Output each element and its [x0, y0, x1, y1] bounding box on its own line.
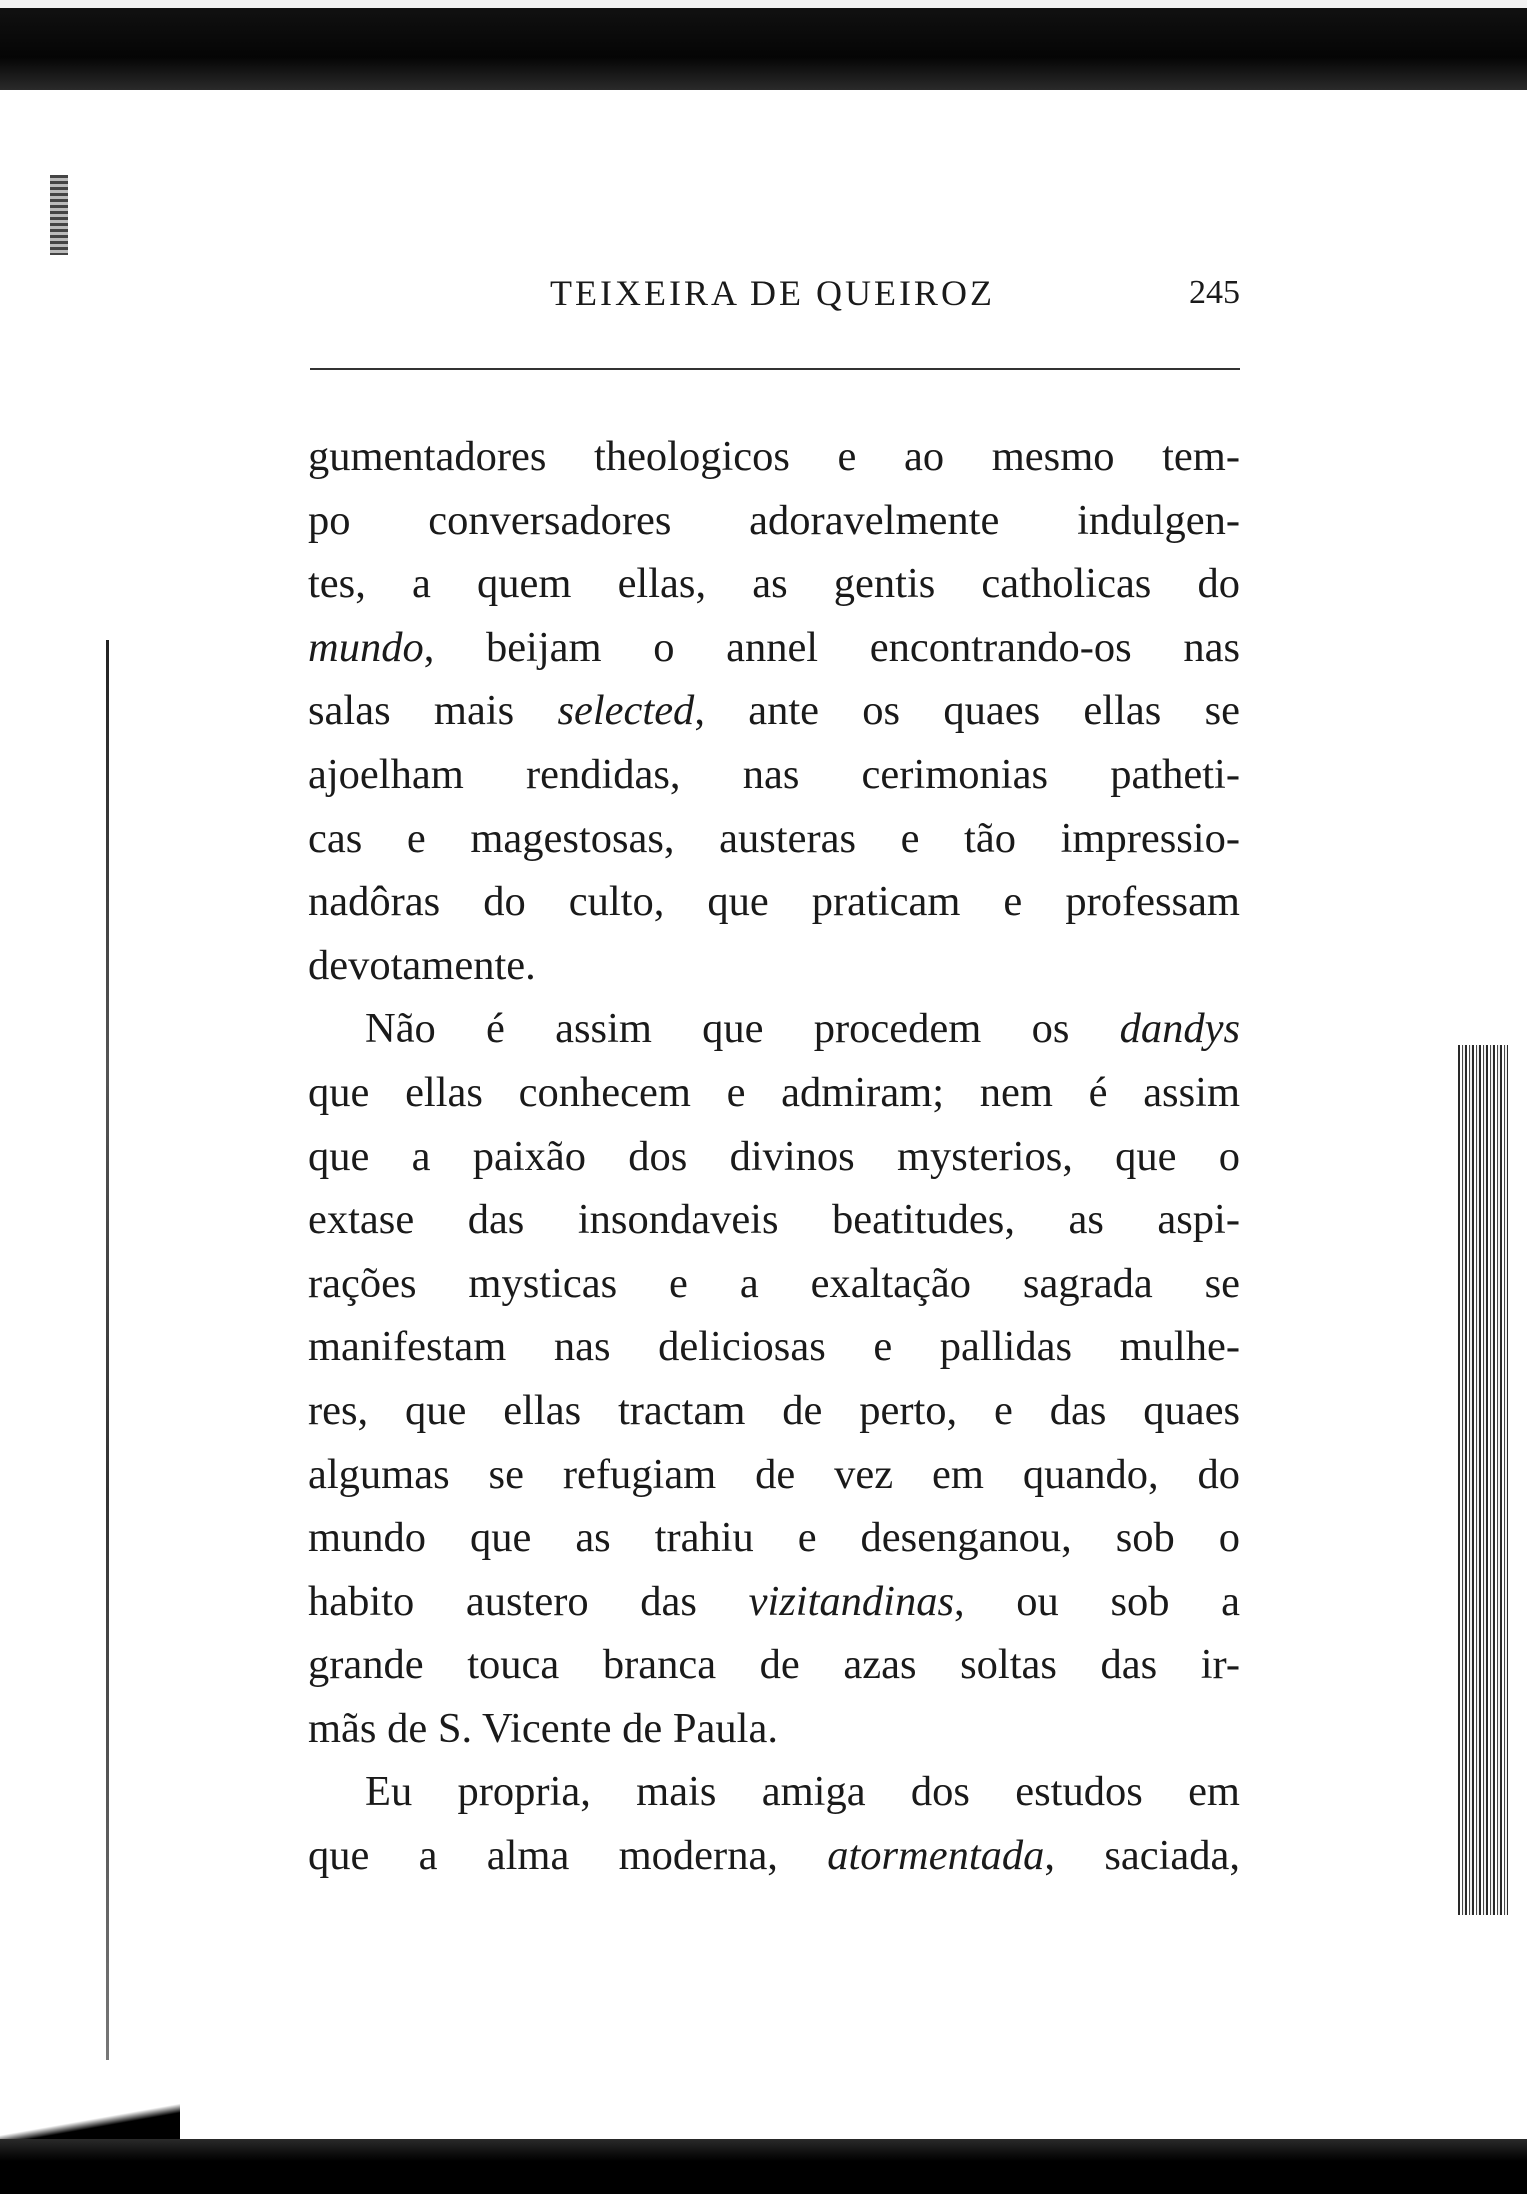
text-run: gumentadores theologicos e ao mesmo tem- — [308, 433, 1240, 480]
text-line — [308, 997, 1240, 1061]
text-line — [308, 1379, 1240, 1443]
italic-word: dandys — [1119, 1005, 1240, 1053]
text-run: rações mysticas e a exaltação sagrada se — [308, 1259, 1240, 1307]
page-edge-right — [1458, 1045, 1508, 1915]
text-run: Eu propria, mais amiga dos estudos em — [365, 1768, 1240, 1816]
scan-edge-left — [106, 640, 109, 2060]
text-line — [308, 679, 1240, 743]
text-line — [308, 807, 1240, 871]
text-line — [308, 616, 1240, 680]
text-run: extase das insondaveis beatitudes, as aspi- — [308, 1196, 1240, 1244]
text-run: que a alma moderna, — [308, 1832, 828, 1880]
text-line — [308, 1824, 1240, 1888]
text-run: po conversadores adoravelmente indulgen- — [308, 496, 1240, 544]
text-run: salas mais — [308, 687, 558, 735]
text-line — [308, 1633, 1240, 1697]
running-head — [310, 272, 1240, 322]
italic-word: atormentada — [827, 1832, 1045, 1880]
text-line — [308, 425, 1240, 489]
text-run: ajoelham rendidas, nas cerimonias patheti- — [308, 750, 1240, 798]
margin-mark — [50, 175, 68, 255]
text-line — [308, 489, 1240, 553]
text-run: mãs de S. Vicente de Paula. — [308, 1704, 778, 1752]
text-run: res, que ellas tractam de perto, e das quaes — [308, 1386, 1240, 1434]
running-head-title: TEIXEIRA DE QUEIROZ — [550, 273, 995, 313]
text-run: que ellas conhecem e admiram; nem é assim — [308, 1068, 1240, 1116]
italic-word: vizitandinas — [748, 1577, 955, 1625]
text-run: grande touca branca de azas soltas das ir- — [308, 1641, 1240, 1689]
page-number: 245 — [1189, 274, 1240, 311]
text-run: , beijam o annel encontrando-os nas — [423, 623, 1240, 671]
text-line — [308, 1252, 1240, 1316]
italic-word: mundo — [308, 623, 424, 671]
text-run: nadôras do culto, que praticam e professam — [308, 878, 1240, 926]
scan-shadow-bottom — [0, 2139, 1527, 2194]
text-run: habito austero das — [308, 1577, 749, 1625]
text-run: tes, a quem ellas, as gentis catholicas do — [308, 560, 1240, 608]
header-rule — [310, 368, 1240, 370]
text-run: mundo que as trahiu e desenganou, sob o — [308, 1514, 1240, 1562]
body-text — [308, 425, 1240, 1888]
text-line — [308, 552, 1240, 616]
text-line — [308, 1188, 1240, 1252]
text-line — [308, 1570, 1240, 1634]
text-run: devotamente. — [308, 941, 536, 989]
text-line — [308, 743, 1240, 807]
italic-word: selected — [557, 687, 695, 735]
text-line — [308, 1443, 1240, 1507]
text-run: Não é assim que procedem os — [365, 1005, 1120, 1053]
text-run: que a paixão dos divinos mysterios, que o — [308, 1132, 1240, 1180]
text-line — [308, 1760, 1240, 1824]
text-run: cas e magestosas, austeras e tão impressio- — [308, 814, 1240, 862]
text-line — [308, 1315, 1240, 1379]
text-line — [308, 934, 1240, 998]
scan-shadow-top — [0, 8, 1527, 90]
text-line — [308, 1506, 1240, 1570]
text-line — [308, 1125, 1240, 1189]
text-run: manifestam nas deliciosas e pallidas mulhe- — [308, 1323, 1240, 1371]
text-run: , ante os quaes ellas se — [694, 687, 1240, 735]
text-line — [308, 1061, 1240, 1125]
text-line — [308, 1697, 1240, 1761]
text-line — [308, 870, 1240, 934]
text-run: , ou sob a — [954, 1577, 1241, 1625]
text-run: algumas se refugiam de vez em quando, do — [308, 1450, 1240, 1498]
text-run: , saciada, — [1044, 1832, 1240, 1880]
